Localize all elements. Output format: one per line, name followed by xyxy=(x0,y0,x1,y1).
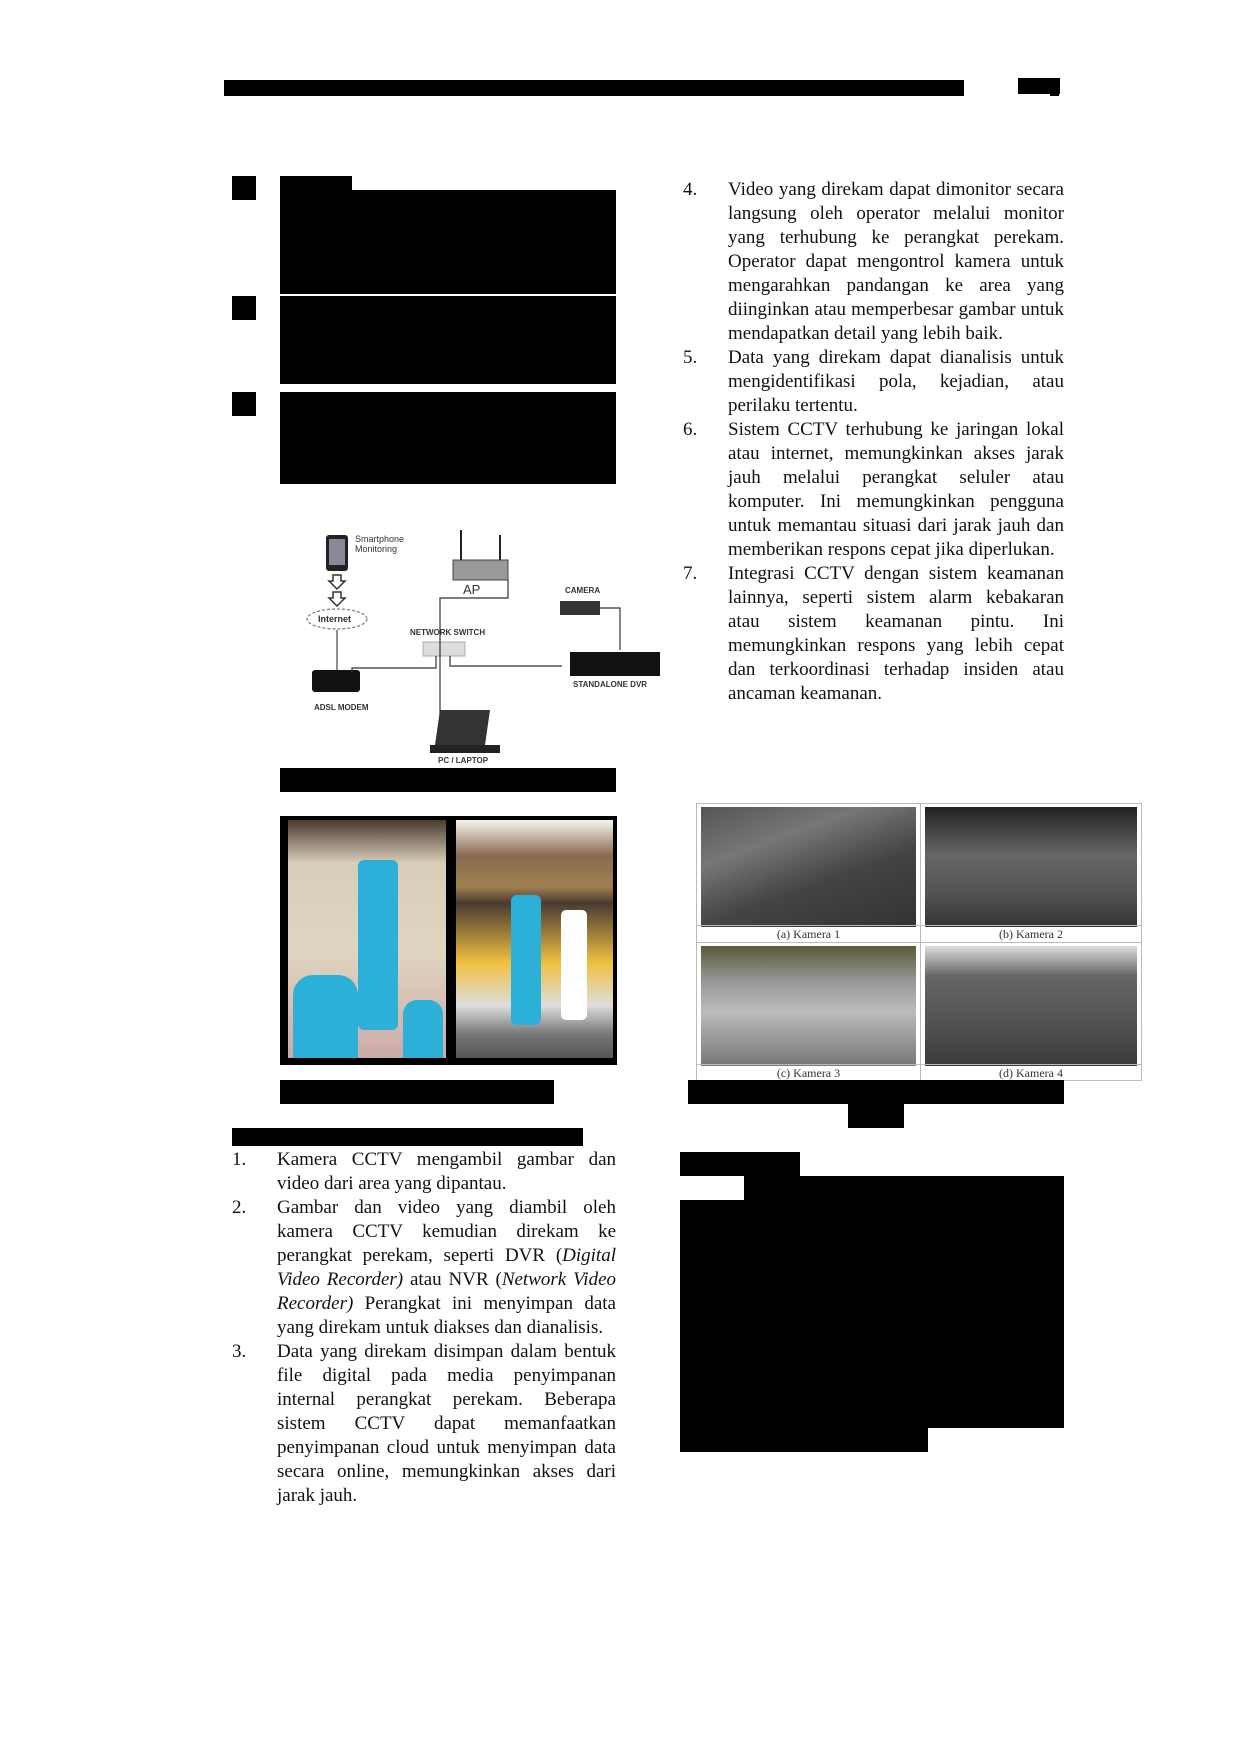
list-number: 1. xyxy=(232,1149,247,1170)
list-text: Kamera CCTV mengambil gambar dan video dari area yang dipantau. xyxy=(277,1149,616,1194)
paragraph-redaction xyxy=(280,296,616,384)
camera-3-image xyxy=(701,946,916,1066)
camera-panel-1 xyxy=(697,804,921,942)
network-diagram xyxy=(290,520,660,765)
paragraph-redaction xyxy=(280,392,616,484)
section-heading-redaction xyxy=(232,1128,583,1146)
text-part: Gambar dan video yang diambil oleh kamera CCTV kemudian direkam ke perangkat perekam, seperti DVR ( xyxy=(277,1197,616,1266)
camera-panel-3 xyxy=(697,942,921,1081)
list-text xyxy=(277,1196,616,1340)
camera-3-caption: (c) Kamera 3 xyxy=(697,1064,920,1081)
camera-panel-2 xyxy=(921,804,1141,942)
list-number: 2. xyxy=(232,1197,247,1218)
label-camera: CAMERA xyxy=(565,586,601,595)
figure-caption-redaction xyxy=(280,768,616,792)
list-item-3 xyxy=(232,1340,616,1508)
camera-1-caption: (a) Kamera 1 xyxy=(697,925,920,942)
text-part: atau NVR ( xyxy=(403,1269,502,1290)
paragraph-redaction xyxy=(680,1200,1064,1428)
label-adsl-modem: ADSL MODEM xyxy=(314,703,369,712)
list-marker-redaction xyxy=(232,392,256,416)
list-number: 4. xyxy=(683,179,698,200)
list-number: 6. xyxy=(683,419,698,440)
paragraph-redaction xyxy=(744,1176,1064,1200)
figure-caption-redaction xyxy=(280,1080,554,1104)
label-standalone-dvr: STANDALONE DVR xyxy=(573,680,648,689)
left-list xyxy=(232,1148,616,1508)
label-ap: AP xyxy=(463,582,481,597)
right-list xyxy=(683,178,1064,706)
list-marker-redaction xyxy=(232,296,256,320)
page-number-redaction xyxy=(1050,80,1059,96)
label-smartphone: Smartphone Monitoring xyxy=(355,534,405,554)
figure-caption-redaction-line2 xyxy=(848,1104,904,1128)
paragraph-redaction xyxy=(280,176,352,190)
list-number: 7. xyxy=(683,563,698,584)
camera-1-image xyxy=(701,807,916,927)
list-item-6 xyxy=(683,418,1064,562)
paragraph-redaction xyxy=(280,190,616,294)
camera-2-caption: (b) Kamera 2 xyxy=(921,925,1141,942)
list-text: Data yang direkam disimpan dalam bentuk file digital pada media penyimpanan internal perangkat perekam. Beberapa sistem CCTV dapat memanfaatkan penyimpanan cloud untuk menyimpan data secara online, memungkinkan akses dari jarak jauh. xyxy=(277,1341,616,1506)
list-text: Data yang direkam dapat dianalisis untuk mengidentifikasi pola, kejadian, atau perilaku tertentu. xyxy=(728,347,1064,416)
list-marker-redaction xyxy=(232,176,256,200)
list-item-4 xyxy=(683,178,1064,346)
list-item-7 xyxy=(683,562,1064,706)
photo-right xyxy=(456,820,613,1058)
text-part: Perangkat ini menyimpan data yang direkam untuk diakses dan dianalisis. xyxy=(277,1293,616,1338)
camera-4-image xyxy=(925,946,1137,1066)
figure-caption-redaction xyxy=(688,1080,1064,1104)
list-item-2 xyxy=(232,1196,616,1340)
network-diagram-lines xyxy=(290,520,660,765)
italic-term-nvr: Network Video Recorder) xyxy=(277,1269,616,1314)
camera-2-image xyxy=(925,807,1137,927)
list-number: 3. xyxy=(232,1341,247,1362)
installation-photos xyxy=(280,816,617,1065)
section-heading-redaction xyxy=(680,1152,800,1176)
list-item-1 xyxy=(232,1148,616,1196)
camera-panel-4 xyxy=(921,942,1141,1081)
list-item-5 xyxy=(683,346,1064,418)
list-text: Video yang direkam dapat dimonitor secara langsung oleh operator melalui monitor yang terhubung ke perangkat perekam. Operator dapat mengontrol kamera untuk mengarahkan pandangan ke area yang diinginkan atau memperbesar gambar untuk mendapatkan detail yang lebih baik. xyxy=(728,179,1064,344)
list-number: 5. xyxy=(683,347,698,368)
photo-left xyxy=(288,820,446,1058)
italic-term-dvr: Digital Video Recorder) xyxy=(277,1245,616,1290)
list-text: Sistem CCTV terhubung ke jaringan lokal atau internet, memungkinkan akses jarak jauh melalui perangkat seluler atau komputer. Ini memungkinkan pengguna untuk memantau situasi dari jarak jauh dan memberikan respons cepat jika diperlukan. xyxy=(728,419,1064,560)
label-internet: Internet xyxy=(318,614,352,624)
camera-4-caption: (d) Kamera 4 xyxy=(921,1064,1141,1081)
running-header-redaction xyxy=(224,80,964,96)
paragraph-redaction-last-line xyxy=(680,1428,928,1452)
camera-views-figure xyxy=(696,803,1142,1081)
label-network-switch: NETWORK SWITCH xyxy=(410,628,486,637)
list-text: Integrasi CCTV dengan sistem keamanan lainnya, seperti sistem alarm kebakaran atau sistem keamanan pintu. Ini memungkinkan respons yang lebih cepat dan terkoordinasi terhadap insiden atau ancaman keamanan. xyxy=(728,563,1064,704)
label-pc-laptop: PC / LAPTOP xyxy=(438,756,489,765)
